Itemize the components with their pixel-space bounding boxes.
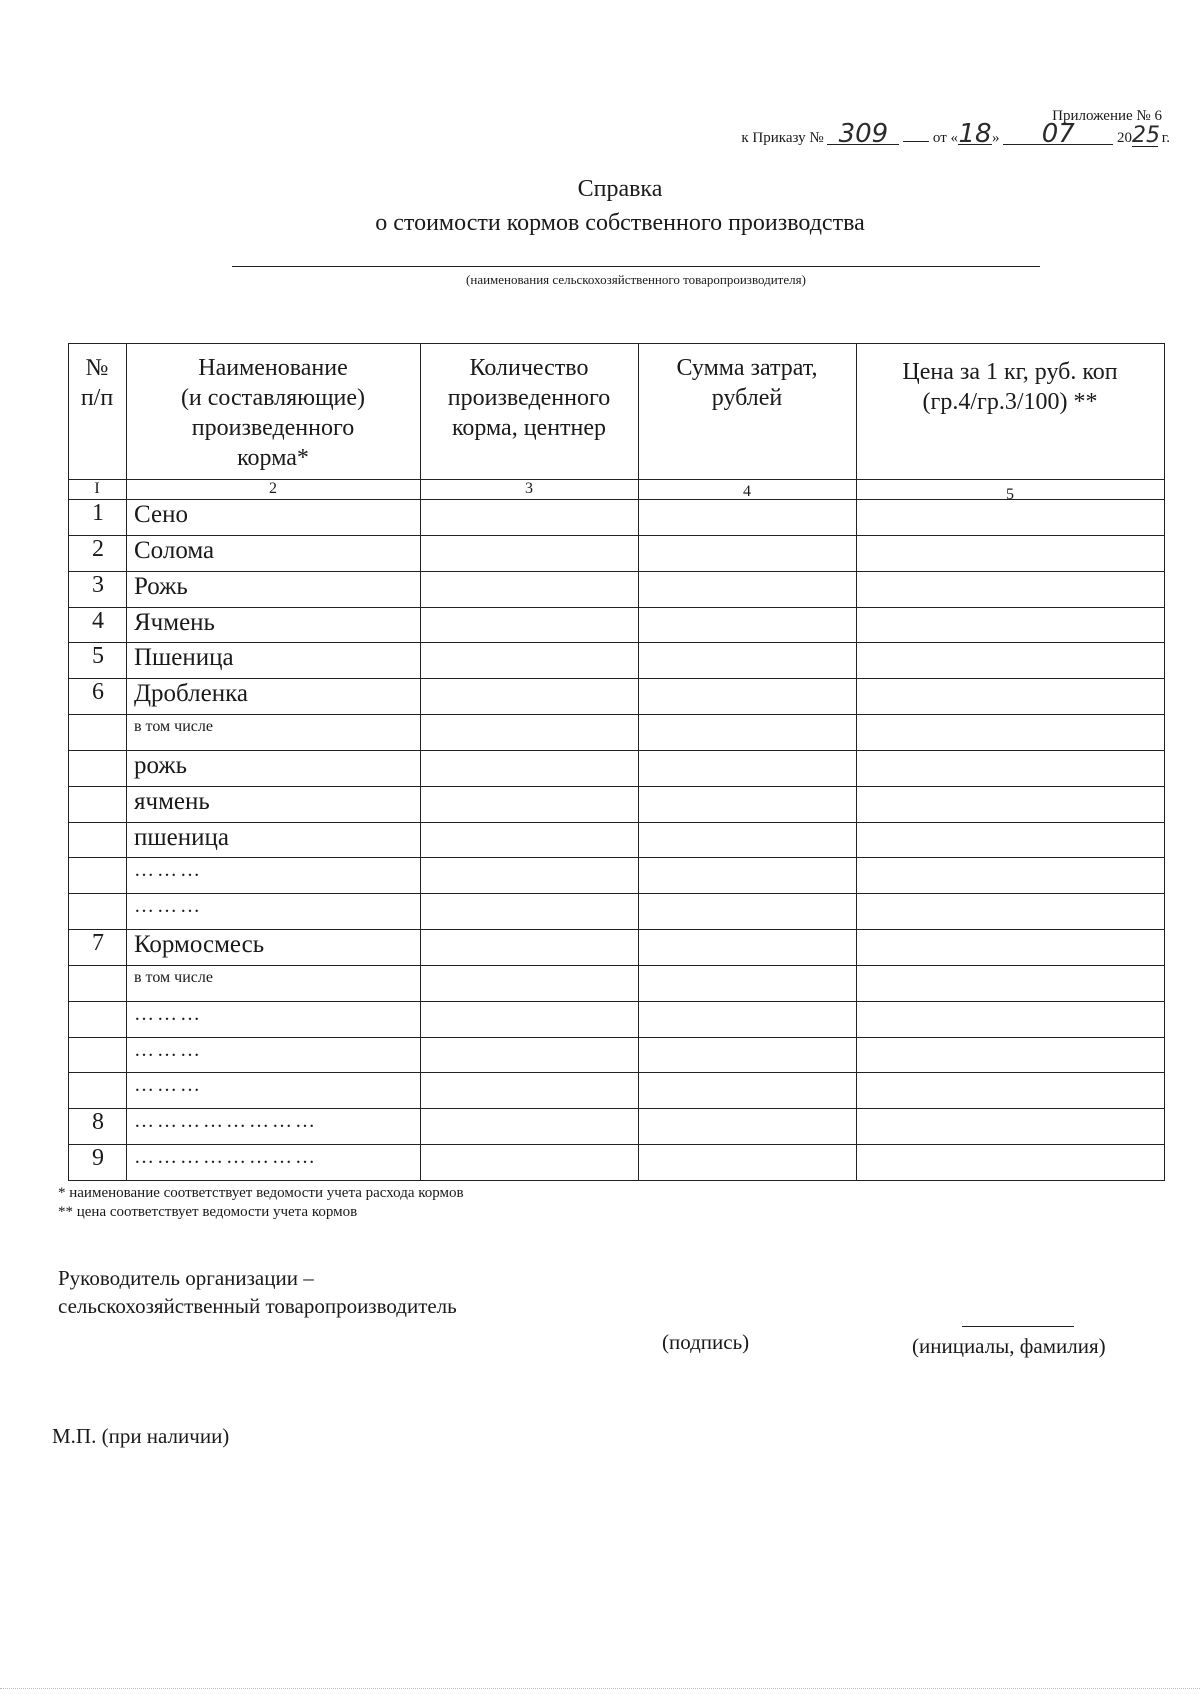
row-divider: [68, 1144, 1165, 1145]
row-name: ………: [134, 895, 203, 918]
row-name: Пшеница: [134, 644, 234, 672]
row-name: Рожь: [134, 572, 188, 600]
name-caption: (инициалы, фамилия): [912, 1334, 1106, 1358]
row-name: в том числе: [134, 718, 213, 736]
row-name: ………: [134, 1038, 203, 1061]
footnote-2: ** цена соответствует ведомости учета кормов: [58, 1204, 358, 1220]
row-divider: [68, 822, 1165, 823]
row-name: Солома: [134, 536, 215, 564]
row-name: Дробленка: [134, 680, 248, 708]
row-number: 7: [92, 930, 104, 957]
col-number-4: 4: [743, 483, 751, 500]
row-divider: [68, 965, 1165, 966]
row-divider: [68, 1072, 1165, 1073]
row-divider: [68, 893, 1165, 894]
document-subtitle: о стоимости кормов собственного производства: [375, 210, 865, 236]
order-number: 309: [827, 124, 899, 145]
row-divider: [68, 1037, 1165, 1038]
row-name: Ячмень: [134, 608, 215, 636]
row-divider: [68, 642, 1165, 643]
col-divider-2: [420, 343, 421, 1180]
row-divider: [68, 929, 1165, 930]
order-month: 07: [1003, 124, 1113, 145]
row-number: 2: [92, 535, 104, 562]
col-header-price: Цена за 1 кг, руб. коп (гр.4/гр.3/100) **: [902, 359, 1118, 415]
col-divider-3: [638, 343, 639, 1180]
col-number-1: I: [94, 480, 100, 497]
col-header-cost: Сумма затрат, рублей: [676, 355, 818, 411]
row-name: Кормосмесь: [134, 931, 265, 959]
table-border-top: [68, 343, 1165, 344]
row-name: ………: [134, 1002, 203, 1025]
year-suffix: г.: [1161, 130, 1170, 146]
row-divider: [68, 1001, 1165, 1002]
signature-label-2: сельскохозяйственный товаропроизводитель: [58, 1294, 457, 1318]
order-prefix: к Приказу №: [741, 130, 824, 146]
row-divider: [68, 857, 1165, 858]
row-name: пшеница: [134, 823, 229, 851]
year-prefix: 20: [1117, 130, 1133, 146]
col-header-number: № п/п: [80, 355, 114, 411]
row-divider: [68, 750, 1165, 751]
row-number: 5: [92, 643, 104, 670]
date-prefix: от «: [932, 130, 959, 146]
row-divider: [68, 607, 1165, 608]
col-divider-4: [856, 343, 857, 1180]
footnote-1: * наименование соответствует ведомости учета расхода кормов: [58, 1185, 464, 1201]
appendix-label: Приложение № 6: [1052, 108, 1162, 124]
row-number: 6: [92, 679, 104, 706]
row-name: ………: [134, 1074, 203, 1097]
producer-caption: (наименования сельскохозяйственного товаропроизводителя): [466, 272, 806, 287]
col-header-name: Наименование (и составляющие) произведенного корма*: [180, 355, 366, 471]
stamp-label: М.П. (при наличии): [52, 1424, 230, 1448]
row-name: ………: [134, 859, 203, 882]
row-divider: [68, 1108, 1165, 1109]
row-name: ……………………: [134, 1110, 318, 1133]
order-day: 18: [958, 119, 992, 149]
row-name: Сено: [134, 501, 188, 528]
row-divider: [68, 678, 1165, 679]
col-header-quantity: Количество произведенного корма, центнер: [447, 355, 611, 441]
col-number-3: 3: [525, 480, 533, 497]
order-reference: [741, 119, 1170, 149]
signature-label-1: Руководитель организации –: [58, 1266, 314, 1290]
row-divider: [68, 786, 1165, 787]
feed-cost-table: [68, 343, 1165, 1180]
document-title: Справка: [577, 176, 663, 202]
name-line: [962, 1326, 1074, 1327]
row-divider: [68, 535, 1165, 536]
col-number-2: 2: [269, 480, 277, 497]
row-divider: [68, 571, 1165, 572]
row-name: в том числе: [134, 968, 213, 986]
bottom-scan-edge: [0, 1688, 1200, 1689]
col-number-5: 5: [1006, 486, 1014, 503]
row-name: рожь: [134, 751, 188, 779]
row-number: 1: [92, 500, 104, 526]
row-number: 9: [92, 1145, 104, 1172]
row-number: 4: [92, 607, 104, 634]
table-border-right: [1164, 343, 1165, 1180]
row-divider: [68, 714, 1165, 715]
table-border-bottom: [68, 1180, 1165, 1181]
order-year: 25: [1132, 123, 1161, 148]
row-name: ……………………: [134, 1146, 318, 1169]
producer-name-line: [232, 266, 1040, 267]
row-name: ячмень: [134, 787, 210, 815]
table-border-left: [68, 343, 69, 1180]
row-number: 8: [92, 1109, 104, 1136]
row-number: 3: [92, 571, 104, 598]
date-mid: »: [992, 130, 1000, 146]
signature-caption: (подпись): [662, 1330, 750, 1354]
